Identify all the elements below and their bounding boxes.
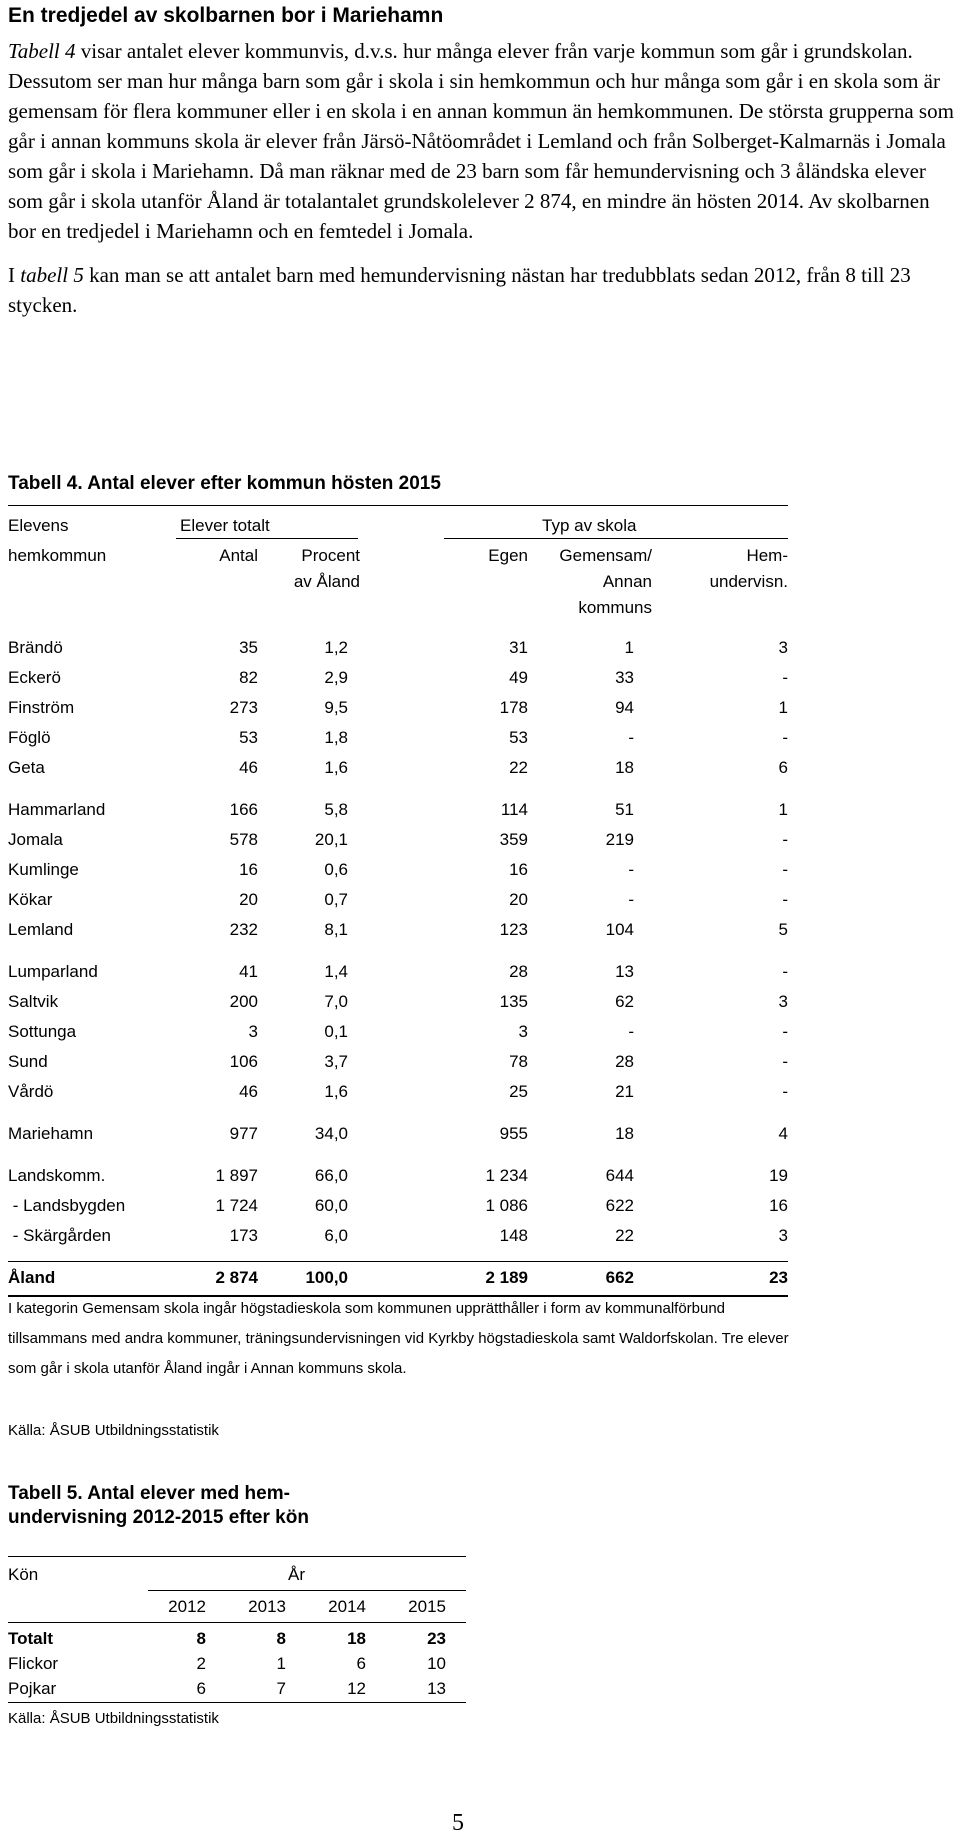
cell-value: 7	[276, 1679, 286, 1698]
cell-antal: 16	[239, 860, 258, 879]
cell-hem: 1	[778, 800, 788, 819]
cell-gemensam: 1	[624, 638, 634, 657]
cell-value: 10	[427, 1654, 446, 1673]
cell-kommun: Lumparland	[8, 962, 98, 981]
cell-gemensam: 33	[615, 668, 634, 687]
cell-kon: Pojkar	[8, 1679, 57, 1698]
table-row	[8, 725, 788, 751]
table-row	[8, 1193, 788, 1219]
cell-kommun: Sund	[8, 1052, 48, 1071]
cell-antal: 41	[239, 962, 258, 981]
cell-hem: 6	[778, 758, 788, 777]
table5-source: Källa: ÅSUB Utbildningsstatistik	[8, 1710, 219, 1727]
cell-egen: 1 086	[485, 1196, 528, 1215]
cell-hem: -	[782, 1082, 788, 1101]
cell-gemensam: 18	[615, 1124, 634, 1143]
cell-gemensam: 22	[615, 1226, 634, 1245]
cell-egen: 135	[499, 992, 528, 1011]
cell-egen: 114	[500, 800, 528, 819]
cell-egen: 148	[499, 1226, 528, 1245]
cell-procent: 1,2	[324, 638, 348, 657]
cell-value: 23	[427, 1629, 446, 1648]
header-gemensam-l3: kommuns	[578, 598, 652, 617]
table5-header-row-1	[8, 1562, 466, 1588]
cell-egen: 22	[509, 758, 528, 777]
cell-egen: 20	[509, 890, 528, 909]
cell-egen: 178	[499, 698, 528, 717]
cell-gemensam: -	[628, 890, 634, 909]
paragraph-text: kan man se att antalet barn med hemundervisning nästan har tredubblats sedan 2012, från 8 till 23 stycken.	[8, 263, 911, 317]
cell-kommun: Jomala	[8, 830, 63, 849]
table-row	[8, 1121, 788, 1147]
header-year: 2012	[168, 1597, 206, 1616]
header-group-elever-totalt: Elever totalt	[180, 516, 270, 535]
cell-value: 6	[356, 1654, 366, 1673]
cell-value: 6	[196, 1679, 206, 1698]
table-row	[8, 887, 788, 913]
table-row	[8, 1079, 788, 1105]
header-egen: Egen	[488, 546, 528, 565]
header-year: 2013	[248, 1597, 286, 1616]
cell-antal: 53	[239, 728, 258, 747]
cell-kommun: Landskomm.	[8, 1166, 106, 1185]
table-row	[8, 989, 788, 1015]
table5-caption	[8, 1482, 309, 1530]
table-row	[8, 635, 788, 661]
cell-antal: 2 874	[215, 1268, 258, 1287]
table-row	[8, 1676, 466, 1702]
table5-group-underline	[148, 1590, 466, 1591]
header-gemensam-l2: Annan	[602, 572, 652, 591]
cell-egen: 49	[509, 668, 528, 687]
group-underline-1	[176, 538, 358, 539]
table5-header-years	[8, 1594, 466, 1620]
cell-kommun: Hammarland	[8, 800, 106, 819]
table-row	[8, 1651, 466, 1677]
cell-procent: 0,1	[324, 1022, 348, 1041]
cell-antal: 35	[239, 638, 258, 657]
cell-egen: 1 234	[485, 1166, 528, 1185]
cell-hem: -	[782, 860, 788, 879]
paragraph-text: visar antalet elever kommunvis, d.v.s. hur många elever från varje kommun som går i grundskolan. Dessutom ser man hur många barn som går i skola i sin hemkommun och hur många som går i en skola som är gemensam för flera kommuner eller i en skola i en annan kommun än hemkommunen. De största grupperna som går i annan kommuns skola är elever från Järsö-Nåtöområdet i Lemland och från Solberget-Kalmarnäs i Jomala som går i skola i Mariehamn. Då man räknar med de 23 barn som får hemundervisning och 3 åländska elever som går i skola utanför Åland är totalantalet grundskolelever 2 874, en mindre än hösten 2014. Av skolbarnen bor en tredjedel i Mariehamn och en femtedel i Jomala.	[8, 39, 954, 243]
cell-hem: 5	[778, 920, 788, 939]
cell-kommun: Kumlinge	[8, 860, 79, 879]
cell-kon: Flickor	[8, 1654, 59, 1673]
cell-gemensam: 644	[605, 1166, 634, 1185]
cell-antal: 1 897	[215, 1166, 258, 1185]
header-year: 2015	[408, 1597, 446, 1616]
cell-antal: 977	[229, 1124, 258, 1143]
cell-hem: -	[782, 1052, 788, 1071]
cell-value: 8	[196, 1629, 206, 1648]
cell-procent: 20,1	[314, 830, 348, 849]
cell-procent: 34,0	[314, 1124, 348, 1143]
table4-caption: Tabell 4. Antal elever efter kommun hösten 2015	[8, 473, 441, 494]
cell-gemensam: 62	[615, 992, 634, 1011]
table5-header-rule	[8, 1622, 466, 1623]
cell-antal: 46	[239, 1082, 258, 1101]
cell-hem: 4	[778, 1124, 788, 1143]
paragraph-1	[8, 36, 956, 246]
cell-hem: -	[782, 962, 788, 981]
paragraph-prefix: I	[8, 263, 21, 287]
cell-egen: 31	[509, 638, 528, 657]
table-row	[8, 797, 788, 823]
cell-antal: 20	[239, 890, 258, 909]
cell-egen: 3	[518, 1022, 528, 1041]
cell-kommun: - Landsbygden	[8, 1196, 126, 1215]
cell-antal: 273	[229, 698, 258, 717]
cell-hem: 3	[778, 1226, 788, 1245]
cell-hem: -	[782, 668, 788, 687]
cell-egen: 955	[499, 1124, 528, 1143]
header-hem-l2: undervisn.	[709, 572, 788, 591]
table4-header-row-1	[8, 513, 788, 539]
cell-hem: 19	[769, 1166, 788, 1185]
header-gemensam-l1: Gemensam/	[559, 546, 652, 565]
cell-procent: 100,0	[305, 1268, 348, 1287]
cell-value: 18	[347, 1629, 366, 1648]
header-hemkommun-l1: Elevens	[8, 516, 69, 535]
table5-top-rule	[8, 1556, 466, 1557]
cell-gemensam: 13	[615, 962, 634, 981]
cell-hem: -	[782, 890, 788, 909]
cell-egen: 123	[499, 920, 528, 939]
cell-antal: 173	[229, 1226, 258, 1245]
table4-total-row	[8, 1265, 788, 1291]
cell-procent: 8,1	[324, 920, 348, 939]
header-antal: Antal	[219, 546, 258, 565]
cell-value: 12	[347, 1679, 366, 1698]
cell-hem: -	[782, 1022, 788, 1041]
table-row	[8, 1163, 788, 1189]
cell-egen: 16	[509, 860, 528, 879]
table5	[8, 1556, 466, 1706]
cell-procent: 2,9	[324, 668, 348, 687]
cell-hem: -	[782, 728, 788, 747]
table-row	[8, 857, 788, 883]
paragraph-2	[8, 260, 956, 320]
cell-kommun: Sottunga	[8, 1022, 77, 1041]
page-number: 5	[452, 1810, 464, 1836]
cell-procent: 9,5	[324, 698, 348, 717]
header-kon: Kön	[8, 1565, 39, 1584]
cell-gemensam: -	[628, 860, 634, 879]
cell-egen: 28	[509, 962, 528, 981]
cell-gemensam: 104	[605, 920, 634, 939]
table4-top-rule	[8, 505, 788, 506]
cell-kommun: Brändö	[8, 638, 63, 657]
header-group-typ-av-skola: Typ av skola	[542, 516, 637, 535]
table-row	[8, 917, 788, 943]
cell-gemensam: -	[628, 1022, 634, 1041]
cell-gemensam: 18	[615, 758, 634, 777]
cell-egen: 78	[509, 1052, 528, 1071]
table-row	[8, 1223, 788, 1249]
cell-gemensam: 94	[615, 698, 634, 717]
cell-procent: 0,6	[324, 860, 348, 879]
cell-hem: 23	[769, 1268, 788, 1287]
table-reference: tabell 5	[20, 263, 84, 287]
header-year: 2014	[328, 1597, 366, 1616]
cell-value: 13	[427, 1679, 446, 1698]
table-row	[8, 1019, 788, 1045]
cell-hem: 1	[778, 698, 788, 717]
cell-antal: 1 724	[215, 1196, 258, 1215]
cell-procent: 1,4	[324, 962, 348, 981]
table4-header-row-2	[8, 543, 788, 569]
cell-procent: 3,7	[324, 1052, 348, 1071]
table5-caption-line-1: Tabell 5. Antal elever med hem-	[8, 1483, 290, 1504]
header-ar: År	[288, 1565, 305, 1584]
table4-total-rule	[8, 1261, 788, 1262]
table4-header-row-4	[8, 595, 788, 621]
cell-procent: 0,7	[324, 890, 348, 909]
cell-antal: 3	[248, 1022, 258, 1041]
table5-bottom-rule	[8, 1702, 466, 1703]
table-row	[8, 1626, 466, 1652]
cell-procent: 7,0	[324, 992, 348, 1011]
cell-kommun: Lemland	[8, 920, 74, 939]
section-heading: En tredjedel av skolbarnen bor i Mariehamn	[8, 4, 444, 27]
header-hem-l1: Hem-	[746, 546, 788, 565]
cell-antal: 200	[229, 992, 258, 1011]
table4-header-row-3	[8, 569, 788, 595]
table-row	[8, 827, 788, 853]
group-underline-2	[444, 538, 788, 539]
cell-procent: 1,6	[324, 1082, 348, 1101]
header-procent-l2: av Åland	[293, 572, 360, 591]
cell-gemensam: 622	[605, 1196, 634, 1215]
cell-hem: -	[782, 830, 788, 849]
cell-antal: 46	[239, 758, 258, 777]
cell-kommun: Åland	[8, 1268, 56, 1287]
cell-antal: 82	[239, 668, 258, 687]
table4-note: I kategorin Gemensam skola ingår högstadieskola som kommunen upprätthåller i form av kommunalförbund tillsammans med andra kommuner, träningsundervisningen vid Kyrkby högstadieskola samt Waldorfskolan. Tre elever som går i skola utanför Åland ingår i Annan kommuns skola.	[8, 1300, 789, 1377]
cell-kommun: Vårdö	[8, 1082, 54, 1101]
cell-antal: 106	[229, 1052, 258, 1071]
cell-egen: 2 189	[485, 1268, 528, 1287]
table-row	[8, 665, 788, 691]
cell-kommun: - Skärgården	[8, 1226, 111, 1245]
cell-value: 1	[276, 1654, 286, 1673]
cell-hem: 16	[769, 1196, 788, 1215]
cell-procent: 1,6	[324, 758, 348, 777]
cell-egen: 359	[499, 830, 528, 849]
cell-antal: 232	[229, 920, 258, 939]
cell-gemensam: 21	[615, 1082, 634, 1101]
cell-procent: 66,0	[314, 1166, 348, 1185]
cell-procent: 5,8	[324, 800, 348, 819]
cell-antal: 166	[229, 800, 258, 819]
cell-egen: 25	[509, 1082, 528, 1101]
cell-procent: 6,0	[324, 1226, 348, 1245]
cell-hem: 3	[778, 992, 788, 1011]
table4-source: Källa: ÅSUB Utbildningsstatistik	[8, 1422, 219, 1439]
table4	[8, 505, 788, 1285]
cell-value: 8	[276, 1629, 286, 1648]
cell-gemensam: 51	[615, 800, 634, 819]
cell-kommun: Finström	[8, 698, 75, 717]
cell-procent: 60,0	[314, 1196, 348, 1215]
table-row	[8, 695, 788, 721]
cell-kon: Totalt	[8, 1629, 54, 1648]
cell-hem: 3	[778, 638, 788, 657]
cell-procent: 1,8	[324, 728, 348, 747]
cell-egen: 53	[509, 728, 528, 747]
header-procent-l1: Procent	[301, 546, 360, 565]
cell-gemensam: 219	[605, 830, 634, 849]
table-row	[8, 959, 788, 985]
cell-gemensam: -	[628, 728, 634, 747]
cell-kommun: Geta	[8, 758, 45, 777]
table-row	[8, 1049, 788, 1075]
cell-antal: 578	[229, 830, 258, 849]
cell-kommun: Eckerö	[8, 668, 61, 687]
cell-kommun: Föglö	[8, 728, 51, 747]
cell-kommun: Saltvik	[8, 992, 59, 1011]
cell-kommun: Kökar	[8, 890, 53, 909]
table-reference: Tabell 4	[8, 39, 76, 63]
body-text	[8, 36, 956, 320]
cell-gemensam: 28	[615, 1052, 634, 1071]
table-row	[8, 755, 788, 781]
table5-caption-line-2: undervisning 2012-2015 efter kön	[8, 1507, 309, 1528]
header-hemkommun-l2: hemkommun	[8, 546, 107, 565]
cell-gemensam: 662	[605, 1268, 634, 1287]
cell-kommun: Mariehamn	[8, 1124, 94, 1143]
cell-value: 2	[196, 1654, 206, 1673]
